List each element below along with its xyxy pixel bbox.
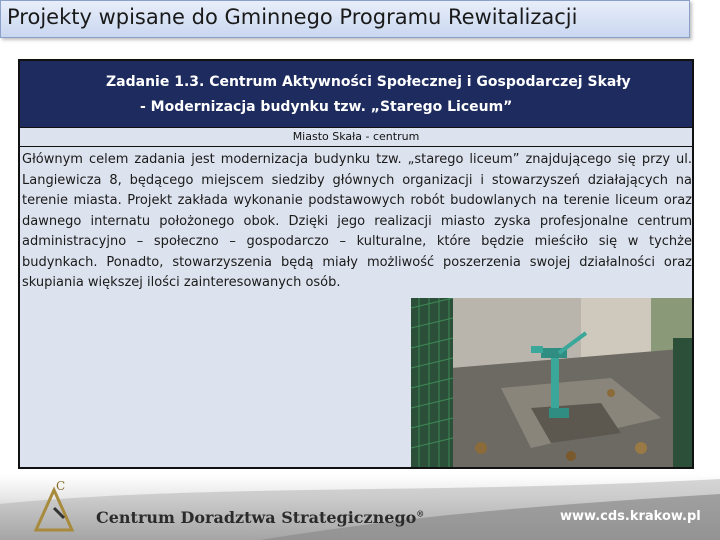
task-location: Miasto Skała - centrum bbox=[20, 127, 692, 147]
website-link[interactable]: www.cds.krakow.pl bbox=[560, 509, 701, 524]
task-panel bbox=[18, 59, 694, 469]
organization-label: Centrum Doradztwa Strategicznego bbox=[96, 508, 417, 527]
water-pump-photo bbox=[411, 298, 692, 467]
logo-letter: C bbox=[56, 479, 66, 493]
footer-swoosh bbox=[0, 474, 720, 540]
task-title-line2: - Modernizacja budynku tzw. „Starego Liceum” bbox=[140, 99, 513, 115]
registered-mark: ® bbox=[416, 508, 425, 519]
task-description: Głównym celem zadania jest modernizacja budynku tzw. „starego liceum” znajdującego się przy ul. Langiewicza 8, będącego miejscem siedziby głównych organizacji i stowarzyszeń działających na terenie miasta. Projekt zakłada wykonanie podstawowych robót budowlanych na terenie liceum oraz dawnego internatu położonego obok. Dzięki jego realizacji miasto zyska profesjonalne centrum administracyjno – społeczno – gospodarczo – kulturalne, które będzie mieściło się w tychże budynkach. Ponadto, stowarzyszenia będą miały możliwość poszerzenia swojej działalności oraz skupiania większej ilości zainteresowanych osób. bbox=[22, 152, 692, 290]
task-title-line1: Zadanie 1.3. Centrum Aktywności Społecznej i Gospodarczej Skały bbox=[106, 74, 631, 90]
page-title: Projekty wpisane do Gminnego Programu Rewitalizacji bbox=[7, 5, 578, 29]
photo-illustration bbox=[411, 298, 692, 467]
cds-logo-icon bbox=[30, 478, 78, 534]
title-bar bbox=[0, 0, 690, 38]
organization-name bbox=[96, 508, 424, 527]
footer bbox=[0, 474, 720, 540]
task-header bbox=[20, 61, 692, 127]
